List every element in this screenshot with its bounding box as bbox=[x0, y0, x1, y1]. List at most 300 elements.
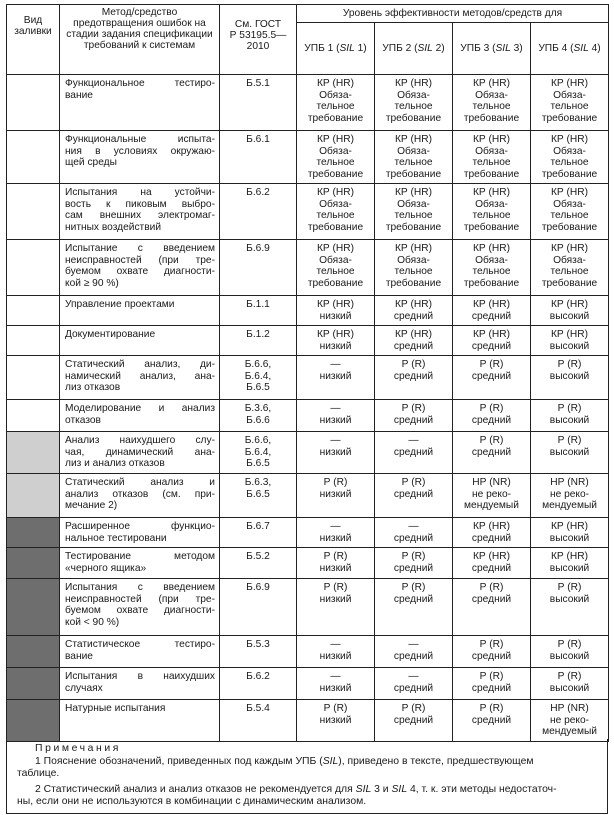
efficiency-line: Обяза- bbox=[397, 198, 430, 210]
efficiency-cell-upb-3 bbox=[453, 474, 531, 518]
efficiency-line: средний bbox=[471, 532, 512, 544]
method-line: сам внешних электромаг- bbox=[65, 210, 215, 222]
efficiency-cell-upb-2 bbox=[375, 400, 453, 432]
efficiency-line: Обяза- bbox=[397, 145, 430, 157]
efficiency-line: Р (R) bbox=[401, 403, 426, 414]
efficiency-line: высокий bbox=[549, 532, 590, 544]
method-name bbox=[60, 474, 220, 518]
efficiency-line: КР (HR) bbox=[472, 299, 511, 310]
efficiency-line: тельное bbox=[550, 101, 589, 113]
efficiency-line: КР (HR) bbox=[394, 299, 433, 310]
efficiency-line: Р (R) bbox=[401, 477, 426, 488]
table-row bbox=[7, 548, 609, 579]
gost-reference: Б.6.7 bbox=[220, 518, 297, 548]
efficiency-line: — bbox=[330, 671, 341, 682]
method-line: буемом охвате диагности- bbox=[65, 266, 215, 278]
efficiency-line: низкий bbox=[319, 488, 352, 500]
gost-reference: Б.6.9 bbox=[220, 579, 297, 636]
efficiency-cell-upb-1 bbox=[297, 296, 375, 326]
efficiency-line: КР (HR) bbox=[550, 521, 589, 532]
efficiency-line: КР (HR) bbox=[394, 187, 433, 198]
efficiency-line: тельное bbox=[316, 210, 355, 222]
efficiency-line: низкий bbox=[319, 650, 352, 662]
method-line: неисправностей (при тре- bbox=[65, 254, 215, 266]
efficiency-line: Обяза- bbox=[553, 198, 586, 210]
efficiency-line: средний bbox=[471, 593, 512, 605]
method-line: случаях bbox=[65, 682, 103, 694]
method-line: Статистическое тестиро- bbox=[65, 639, 215, 650]
efficiency-cell-upb-4 bbox=[531, 474, 609, 518]
gost-reference: Б.6.1 bbox=[220, 131, 297, 184]
gost-reference: Б.1.1 bbox=[220, 296, 297, 326]
efficiency-cell-upb-2 bbox=[375, 636, 453, 668]
method-name bbox=[60, 636, 220, 668]
method-name bbox=[60, 700, 220, 742]
efficiency-line: Р (R) bbox=[557, 582, 582, 593]
note-1-continuation: таблице. bbox=[17, 768, 60, 779]
method-line: Документирование bbox=[65, 329, 156, 340]
efficiency-cell-upb-2 bbox=[375, 131, 453, 184]
efficiency-line: КР (HR) bbox=[316, 243, 355, 254]
efficiency-line: средний bbox=[471, 340, 512, 352]
efficiency-cell-upb-3 bbox=[453, 579, 531, 636]
efficiency-line: Р (R) bbox=[557, 359, 582, 370]
efficiency-cell-upb-1 bbox=[297, 518, 375, 548]
method-line: Тестирование методом bbox=[65, 551, 215, 562]
method-line: мечание 2) bbox=[65, 500, 118, 512]
efficiency-line: требование bbox=[385, 112, 442, 124]
efficiency-cell-upb-1 bbox=[297, 636, 375, 668]
efficiency-line: Обяза- bbox=[475, 198, 508, 210]
efficiency-line: высокий bbox=[549, 650, 590, 662]
efficiency-line: Р (R) bbox=[479, 582, 504, 593]
efficiency-line: КР (HR) bbox=[472, 134, 511, 145]
efficiency-line: не реко- bbox=[549, 488, 590, 500]
method-line: Испытания на устойчи- bbox=[65, 187, 215, 198]
efficiency-line: Обяза- bbox=[475, 145, 508, 157]
method-line: Испытания с введением bbox=[65, 582, 215, 593]
efficiency-cell-upb-3 bbox=[453, 326, 531, 356]
efficiency-line: КР (HR) bbox=[472, 551, 511, 562]
efficiency-line: тельное bbox=[316, 101, 355, 113]
efficiency-line: Р (R) bbox=[479, 703, 504, 714]
efficiency-line: требование bbox=[463, 112, 520, 124]
efficiency-line: КР (HR) bbox=[550, 299, 589, 310]
method-line: вание bbox=[65, 650, 93, 662]
efficiency-cell-upb-4 bbox=[531, 400, 609, 432]
efficiency-cell-upb-2 bbox=[375, 240, 453, 296]
header-fill-type: Вид заливки bbox=[7, 5, 60, 75]
header-upb-1: УПБ 1 (SIL 1) bbox=[297, 23, 375, 75]
efficiency-line: средний bbox=[393, 714, 434, 726]
efficiency-line: требование bbox=[385, 277, 442, 289]
efficiency-line: Р (R) bbox=[323, 477, 348, 488]
table-row bbox=[7, 474, 609, 518]
efficiency-line: — bbox=[408, 671, 419, 682]
efficiency-line: Р (R) bbox=[323, 551, 348, 562]
gost-reference: Б.6.3, Б.6.5 bbox=[220, 474, 297, 518]
efficiency-cell-upb-2 bbox=[375, 700, 453, 742]
efficiency-cell-upb-1 bbox=[297, 240, 375, 296]
efficiency-line: средний bbox=[393, 340, 434, 352]
efficiency-line: КР (HR) bbox=[472, 521, 511, 532]
efficiency-line: требование bbox=[463, 221, 520, 233]
method-name bbox=[60, 296, 220, 326]
method-line: кой ≥ 90 %) bbox=[65, 277, 119, 289]
method-line: отказов bbox=[65, 414, 101, 426]
method-line: Испытания в наихудших bbox=[65, 671, 215, 682]
efficiency-cell-upb-4 bbox=[531, 240, 609, 296]
efficiency-line: не реко- bbox=[471, 488, 512, 500]
method-line: Расширенное функцио- bbox=[65, 521, 215, 532]
method-line: Управление проектами bbox=[65, 299, 175, 310]
table-row bbox=[7, 700, 609, 742]
efficiency-line: мендуемый bbox=[464, 500, 519, 512]
efficiency-line: Р (R) bbox=[557, 671, 582, 682]
efficiency-cell-upb-1 bbox=[297, 131, 375, 184]
gost-reference: Б.5.2 bbox=[220, 548, 297, 579]
efficiency-cell-upb-2 bbox=[375, 296, 453, 326]
note-2: 2 Статистический анализ и анализ отказов не рекомендуется для SIL 3 и SIL 4, т. к. эти методы недостаточ- bbox=[35, 784, 557, 795]
efficiency-line: тельное bbox=[394, 157, 433, 169]
header-upb-3: УПБ 3 (SIL 3) bbox=[453, 23, 531, 75]
efficiency-line: КР (HR) bbox=[316, 187, 355, 198]
method-line: вость к пиковым выбро- bbox=[65, 198, 215, 210]
efficiency-line: КР (HR) bbox=[394, 329, 433, 340]
fill-type-swatch bbox=[7, 636, 60, 668]
efficiency-line: требование bbox=[463, 277, 520, 289]
table-row bbox=[7, 240, 609, 296]
efficiency-line: не реко- bbox=[549, 714, 590, 726]
method-name bbox=[60, 668, 220, 700]
method-line: анализ отказов (см. при- bbox=[65, 488, 215, 500]
efficiency-line: — bbox=[330, 435, 341, 446]
efficiency-cell-upb-2 bbox=[375, 432, 453, 474]
efficiency-cell-upb-4 bbox=[531, 432, 609, 474]
efficiency-line: средний bbox=[471, 714, 512, 726]
efficiency-cell-upb-1 bbox=[297, 474, 375, 518]
method-name bbox=[60, 184, 220, 240]
gost-reference: Б.6.2 bbox=[220, 668, 297, 700]
fill-type-swatch bbox=[7, 700, 60, 742]
fill-type-swatch bbox=[7, 75, 60, 131]
efficiency-line: Р (R) bbox=[557, 403, 582, 414]
efficiency-line: высокий bbox=[549, 370, 590, 382]
fill-type-swatch bbox=[7, 432, 60, 474]
efficiency-line: КР (HR) bbox=[316, 329, 355, 340]
fill-type-swatch bbox=[7, 518, 60, 548]
efficiency-line: средний bbox=[471, 446, 512, 458]
efficiency-cell-upb-1 bbox=[297, 326, 375, 356]
efficiency-line: Р (R) bbox=[401, 582, 426, 593]
efficiency-line: — bbox=[330, 359, 341, 370]
efficiency-line: — bbox=[408, 521, 419, 532]
efficiency-cell-upb-4 bbox=[531, 296, 609, 326]
table-row bbox=[7, 296, 609, 326]
efficiency-line: Обяза- bbox=[475, 254, 508, 266]
method-line: неисправностей (при тре- bbox=[65, 593, 215, 605]
efficiency-line: — bbox=[330, 521, 341, 532]
fill-type-swatch bbox=[7, 668, 60, 700]
gost-reference: Б.6.2 bbox=[220, 184, 297, 240]
efficiency-line: — bbox=[408, 435, 419, 446]
efficiency-line: Обяза- bbox=[553, 145, 586, 157]
efficiency-line: — bbox=[330, 403, 341, 414]
table-row bbox=[7, 636, 609, 668]
efficiency-cell-upb-3 bbox=[453, 432, 531, 474]
efficiency-line: тельное bbox=[472, 157, 511, 169]
method-line: Функциональные испыта- bbox=[65, 134, 215, 145]
efficiency-line: тельное bbox=[472, 101, 511, 113]
efficiency-cell-upb-2 bbox=[375, 75, 453, 131]
efficiency-line: средний bbox=[471, 562, 512, 574]
table-row bbox=[7, 668, 609, 700]
efficiency-line: — bbox=[330, 639, 341, 650]
efficiency-line: тельное bbox=[550, 266, 589, 278]
table-body bbox=[7, 75, 609, 742]
fill-type-swatch bbox=[7, 356, 60, 400]
efficiency-cell-upb-1 bbox=[297, 668, 375, 700]
efficiency-line: Обяза- bbox=[319, 89, 352, 101]
efficiency-line: тельное bbox=[472, 266, 511, 278]
efficiency-line: требование bbox=[307, 112, 364, 124]
method-line: Статический анализ и bbox=[65, 477, 215, 488]
efficiency-line: НР (NR) bbox=[550, 477, 589, 488]
efficiency-line: высокий bbox=[549, 414, 590, 426]
method-line: вание bbox=[65, 89, 93, 101]
efficiency-line: Р (R) bbox=[401, 703, 426, 714]
efficiency-line: низкий bbox=[319, 532, 352, 544]
gost-reference: Б.1.2 bbox=[220, 326, 297, 356]
fill-type-swatch bbox=[7, 579, 60, 636]
notes-section bbox=[6, 739, 608, 814]
method-name bbox=[60, 400, 220, 432]
efficiency-line: средний bbox=[393, 310, 434, 322]
efficiency-line: Р (R) bbox=[479, 435, 504, 446]
efficiency-cell-upb-1 bbox=[297, 184, 375, 240]
efficiency-line: Р (R) bbox=[479, 671, 504, 682]
efficiency-line: тельное bbox=[316, 266, 355, 278]
method-name bbox=[60, 579, 220, 636]
gost-reference: Б.6.6, Б.6.4, Б.6.5 bbox=[220, 356, 297, 400]
efficiency-line: Обяза- bbox=[553, 89, 586, 101]
methods-table bbox=[6, 4, 609, 742]
table-row bbox=[7, 75, 609, 131]
efficiency-cell-upb-4 bbox=[531, 579, 609, 636]
method-line: Статический анализ, ди- bbox=[65, 359, 215, 370]
efficiency-line: средний bbox=[393, 593, 434, 605]
gost-reference: Б.6.9 bbox=[220, 240, 297, 296]
efficiency-line: КР (HR) bbox=[472, 243, 511, 254]
efficiency-line: Р (R) bbox=[479, 639, 504, 650]
efficiency-line: низкий bbox=[319, 340, 352, 352]
efficiency-line: высокий bbox=[549, 340, 590, 352]
efficiency-line: Обяза- bbox=[553, 254, 586, 266]
efficiency-line: НР (NR) bbox=[472, 477, 511, 488]
fill-type-swatch bbox=[7, 400, 60, 432]
efficiency-cell-upb-3 bbox=[453, 240, 531, 296]
efficiency-line: низкий bbox=[319, 310, 352, 322]
method-line: Испытание с введением bbox=[65, 243, 215, 254]
efficiency-line: средний bbox=[471, 370, 512, 382]
efficiency-cell-upb-2 bbox=[375, 518, 453, 548]
efficiency-line: мендуемый bbox=[542, 726, 597, 738]
table-row bbox=[7, 184, 609, 240]
table-row bbox=[7, 356, 609, 400]
efficiency-line: требование bbox=[307, 221, 364, 233]
method-line: чая, динамический ана- bbox=[65, 446, 215, 458]
efficiency-cell-upb-3 bbox=[453, 636, 531, 668]
table-row bbox=[7, 131, 609, 184]
efficiency-cell-upb-2 bbox=[375, 356, 453, 400]
efficiency-line: тельное bbox=[394, 210, 433, 222]
efficiency-line: КР (HR) bbox=[316, 134, 355, 145]
method-name bbox=[60, 326, 220, 356]
gost-reference: Б.3.6, Б.6.6 bbox=[220, 400, 297, 432]
efficiency-cell-upb-1 bbox=[297, 432, 375, 474]
gost-reference: Б.5.3 bbox=[220, 636, 297, 668]
efficiency-line: средний bbox=[393, 650, 434, 662]
efficiency-line: тельное bbox=[550, 157, 589, 169]
efficiency-line: Р (R) bbox=[323, 703, 348, 714]
efficiency-line: Обяза- bbox=[319, 198, 352, 210]
efficiency-line: КР (HR) bbox=[394, 78, 433, 89]
efficiency-line: требование bbox=[541, 112, 598, 124]
efficiency-line: тельное bbox=[316, 157, 355, 169]
fill-type-swatch bbox=[7, 131, 60, 184]
efficiency-line: требование bbox=[463, 168, 520, 180]
fill-type-swatch bbox=[7, 296, 60, 326]
gost-reference: Б.5.1 bbox=[220, 75, 297, 131]
efficiency-line: высокий bbox=[549, 682, 590, 694]
efficiency-line: требование bbox=[385, 221, 442, 233]
efficiency-line: Обяза- bbox=[397, 89, 430, 101]
efficiency-line: КР (HR) bbox=[316, 78, 355, 89]
efficiency-cell-upb-3 bbox=[453, 518, 531, 548]
method-line: лиз отказов bbox=[65, 382, 121, 394]
note-1: 1 Пояснение обозначений, приведенных под каждым УПБ (SIL), приведено в тексте, предшествующем bbox=[35, 756, 534, 767]
efficiency-line: требование bbox=[385, 168, 442, 180]
efficiency-line: КР (HR) bbox=[394, 134, 433, 145]
efficiency-line: КР (HR) bbox=[550, 78, 589, 89]
table-row bbox=[7, 400, 609, 432]
efficiency-cell-upb-1 bbox=[297, 356, 375, 400]
method-line: щей среды bbox=[65, 157, 117, 169]
fill-type-swatch bbox=[7, 240, 60, 296]
efficiency-line: низкий bbox=[319, 446, 352, 458]
efficiency-line: требование bbox=[541, 277, 598, 289]
efficiency-cell-upb-2 bbox=[375, 184, 453, 240]
efficiency-line: мендуемый bbox=[542, 500, 597, 512]
efficiency-line: средний bbox=[393, 446, 434, 458]
method-line: кой < 90 %) bbox=[65, 616, 120, 628]
efficiency-line: низкий bbox=[319, 714, 352, 726]
method-line: намический анализ, ана- bbox=[65, 370, 215, 382]
efficiency-line: высокий bbox=[549, 310, 590, 322]
efficiency-cell-upb-4 bbox=[531, 668, 609, 700]
efficiency-line: КР (HR) bbox=[550, 551, 589, 562]
efficiency-line: тельное bbox=[394, 266, 433, 278]
efficiency-line: средний bbox=[471, 310, 512, 322]
method-line: «черного ящика» bbox=[65, 562, 147, 574]
efficiency-cell-upb-4 bbox=[531, 184, 609, 240]
efficiency-cell-upb-2 bbox=[375, 474, 453, 518]
fill-type-swatch bbox=[7, 474, 60, 518]
method-name bbox=[60, 356, 220, 400]
efficiency-line: требование bbox=[541, 168, 598, 180]
efficiency-line: КР (HR) bbox=[472, 78, 511, 89]
efficiency-cell-upb-3 bbox=[453, 668, 531, 700]
fill-type-swatch bbox=[7, 326, 60, 356]
method-line: Моделирование и анализ bbox=[65, 403, 215, 414]
note-2-continuation: ны, если они не используются в комбинации с динамическим анализом. bbox=[17, 796, 367, 807]
table-row bbox=[7, 326, 609, 356]
efficiency-line: КР (HR) bbox=[550, 134, 589, 145]
method-name bbox=[60, 131, 220, 184]
efficiency-line: НР (NR) bbox=[550, 703, 589, 714]
method-name bbox=[60, 518, 220, 548]
efficiency-cell-upb-1 bbox=[297, 700, 375, 742]
efficiency-line: высокий bbox=[549, 593, 590, 605]
efficiency-cell-upb-1 bbox=[297, 400, 375, 432]
table-row bbox=[7, 579, 609, 636]
efficiency-cell-upb-3 bbox=[453, 296, 531, 326]
efficiency-line: Р (R) bbox=[479, 403, 504, 414]
efficiency-line: КР (HR) bbox=[550, 329, 589, 340]
method-line: Натурные испытания bbox=[65, 703, 166, 714]
header-upb-2: УПБ 2 (SIL 2) bbox=[375, 23, 453, 75]
efficiency-cell-upb-2 bbox=[375, 326, 453, 356]
efficiency-line: Р (R) bbox=[401, 359, 426, 370]
efficiency-cell-upb-1 bbox=[297, 579, 375, 636]
method-name bbox=[60, 75, 220, 131]
efficiency-line: КР (HR) bbox=[550, 243, 589, 254]
header-method: Метод/средство предотвращения ошибок на стадии задания спецификации требований к системам bbox=[60, 5, 220, 75]
method-line: нальное тестировани bbox=[65, 532, 167, 544]
efficiency-line: КР (HR) bbox=[316, 299, 355, 310]
efficiency-cell-upb-3 bbox=[453, 184, 531, 240]
efficiency-line: средний bbox=[393, 488, 434, 500]
efficiency-line: высокий bbox=[549, 446, 590, 458]
efficiency-line: средний bbox=[393, 532, 434, 544]
efficiency-cell-upb-1 bbox=[297, 548, 375, 579]
efficiency-line: средний bbox=[471, 414, 512, 426]
header-upb-4: УПБ 4 (SIL 4) bbox=[531, 23, 609, 75]
efficiency-line: низкий bbox=[319, 593, 352, 605]
efficiency-line: высокий bbox=[549, 562, 590, 574]
efficiency-cell-upb-3 bbox=[453, 548, 531, 579]
efficiency-cell-upb-3 bbox=[453, 131, 531, 184]
table-row bbox=[7, 518, 609, 548]
efficiency-line: Обяза- bbox=[397, 254, 430, 266]
gost-reference: Б.5.4 bbox=[220, 700, 297, 742]
method-line: буемом охвате диагности- bbox=[65, 605, 215, 617]
efficiency-line: Обяза- bbox=[319, 254, 352, 266]
efficiency-line: Р (R) bbox=[323, 582, 348, 593]
header-gost: См. ГОСТ Р 53195.5—2010 bbox=[220, 5, 297, 75]
efficiency-line: средний bbox=[393, 682, 434, 694]
efficiency-line: средний bbox=[393, 370, 434, 382]
method-name bbox=[60, 548, 220, 579]
efficiency-cell-upb-2 bbox=[375, 668, 453, 700]
efficiency-line: Р (R) bbox=[557, 435, 582, 446]
efficiency-line: КР (HR) bbox=[472, 329, 511, 340]
gost-reference: Б.6.6, Б.6.4, Б.6.5 bbox=[220, 432, 297, 474]
efficiency-line: КР (HR) bbox=[472, 187, 511, 198]
method-name bbox=[60, 432, 220, 474]
method-line: Функциональное тестиро- bbox=[65, 78, 215, 89]
efficiency-line: низкий bbox=[319, 562, 352, 574]
